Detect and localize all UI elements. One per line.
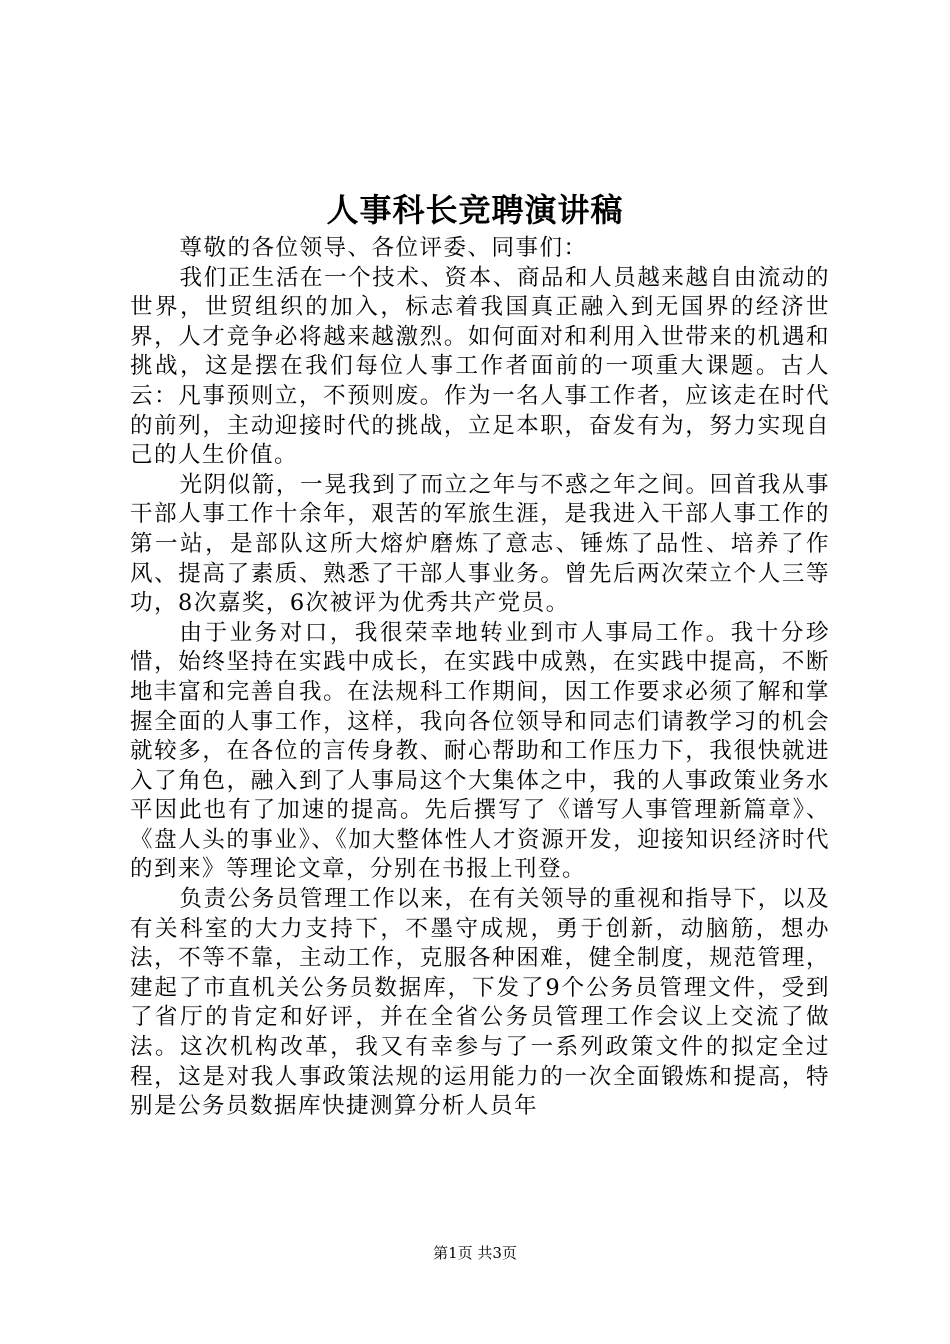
paragraph-2: 光阴似箭，一晃我到了而立之年与不惑之年之间。回首我从事干部人事工作十余年，艰苦的军旅生涯，是我进入干部人事工作的第一站，是部队这所大熔炉磨炼了意志、锤炼了品性、培养了作风、提高了素质、熟悉了干部人事业务。曾先后两次荣立个人三等功，8次嘉奖，6次被评为优秀共产党员。 (130, 471, 830, 617)
paragraph-4: 负责公务员管理工作以来，在有关领导的重视和指导下，以及有关科室的大力支持下，不墨守成规，勇于创新，动脑筋，想办法，不等不靠，主动工作，克服各种困难，健全制度，规范管理，建起了市直机关公务员数据库，下发了9个公务员管理文件，受到了省厅的肯定和好评，并在全省公务员管理工作会议上交流了做法。这次机构改革，我又有幸参与了一系列政策文件的拟定全过程，这是对我人事政策法规的运用能力的一次全面锻炼和提高，特别是公务员数据库快捷测算分析人员年 (130, 886, 830, 1120)
document-title: 人事科长竞聘演讲稿 (326, 191, 624, 229)
salutation: 尊敬的各位领导、各位评委、同事们： (179, 235, 588, 261)
paragraph-3: 由于业务对口，我很荣幸地转业到市人事局工作。我十分珍惜，始终坚持在实践中成长，在实践中成熟，在实践中提高，不断地丰富和完善自我。在法规科工作期间，因工作要求必须了解和掌握全面的人事工作，这样，我向各位领导和同志们请教学习的机会就较多，在各位的言传身教、耐心帮助和工作压力下，我很快就进入了角色，融入到了人事局这个大集体之中，我的人事政策业务水平因此也有了加速的提高。先后撰写了《谱写人事管理新篇章》、《盘人头的事业》、《加大整体性人才资源开发，迎接知识经济时代的到来》等理论文章，分别在书报上刊登。 (130, 619, 830, 883)
paragraph-1: 我们正生活在一个技术、资本、商品和人员越来越自由流动的世界，世贸组织的加入，标志着我国真正融入到无国界的经济世界，人才竞争必将越来越激烈。如何面对和利用入世带来的机遇和挑战，这是摆在我们每位人事工作者面前的一项重大课题。古人云：凡事预则立，不预则废。作为一名人事工作者，应该走在时代的前列，主动迎接时代的挑战，立足本职，奋发有为，努力实现自己的人生价值。 (130, 264, 830, 469)
page-footer: 第1页 共3页 (433, 1244, 517, 1262)
document-body (130, 234, 830, 1122)
